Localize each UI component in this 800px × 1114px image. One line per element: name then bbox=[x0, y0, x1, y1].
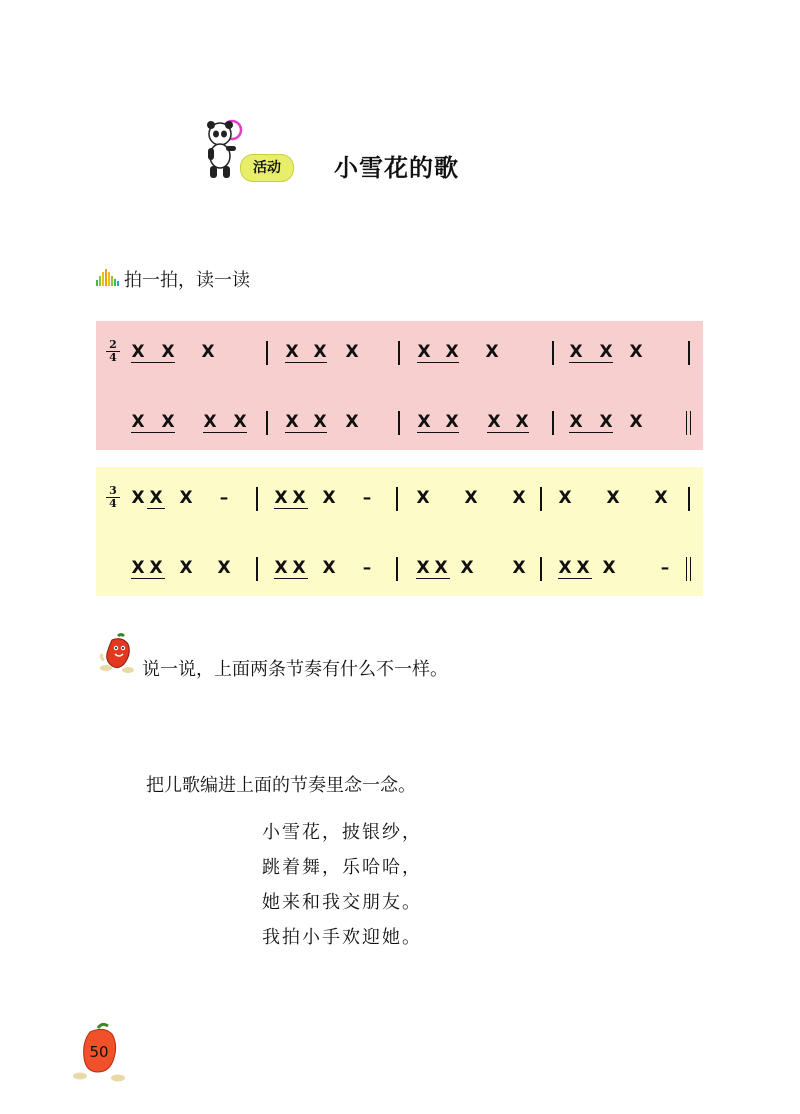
note: X bbox=[161, 342, 175, 362]
final-barline bbox=[686, 557, 691, 581]
beam bbox=[131, 578, 165, 579]
beam bbox=[417, 432, 459, 433]
beam bbox=[203, 432, 247, 433]
note: X bbox=[487, 412, 501, 432]
note: X bbox=[515, 412, 529, 432]
note: X bbox=[179, 558, 193, 578]
note: X bbox=[233, 412, 247, 432]
beam bbox=[569, 432, 613, 433]
note: X bbox=[445, 412, 459, 432]
note: X bbox=[417, 342, 431, 362]
note: X bbox=[416, 488, 430, 508]
note: X bbox=[485, 342, 499, 362]
note: X bbox=[285, 342, 299, 362]
barline bbox=[552, 411, 554, 435]
rhythm-panel-3-4 bbox=[96, 467, 703, 596]
barline bbox=[688, 487, 690, 511]
note: X bbox=[460, 558, 474, 578]
note: X bbox=[322, 488, 336, 508]
poem-instruction: 把儿歌编进上面的节奏里念一念。 bbox=[146, 775, 416, 796]
beam bbox=[274, 508, 308, 509]
note: X bbox=[569, 342, 583, 362]
final-barline bbox=[686, 411, 691, 435]
note: X bbox=[274, 488, 288, 508]
note: X bbox=[131, 558, 145, 578]
barline bbox=[396, 487, 398, 511]
barline bbox=[266, 341, 268, 365]
note: X bbox=[131, 488, 145, 508]
beam bbox=[147, 508, 165, 509]
note: X bbox=[131, 342, 145, 362]
note: X bbox=[558, 488, 572, 508]
note: X bbox=[599, 342, 613, 362]
note: X bbox=[217, 558, 231, 578]
note: X bbox=[417, 412, 431, 432]
rhythm-row-4 bbox=[96, 553, 703, 589]
poem-line: 小雪花，披银纱， bbox=[262, 822, 422, 843]
note: X bbox=[149, 488, 163, 508]
note: X bbox=[434, 558, 448, 578]
note: X bbox=[149, 558, 163, 578]
note: X bbox=[602, 558, 616, 578]
note: X bbox=[201, 342, 215, 362]
note: X bbox=[512, 488, 526, 508]
note: X bbox=[606, 488, 620, 508]
note: X bbox=[629, 412, 643, 432]
note: X bbox=[292, 558, 306, 578]
poem-line: 她来和我交朋友。 bbox=[262, 892, 422, 913]
note: X bbox=[445, 342, 459, 362]
beam bbox=[487, 432, 529, 433]
poem-line: 跳着舞，乐哈哈， bbox=[262, 857, 422, 878]
note: X bbox=[416, 558, 430, 578]
barline bbox=[688, 341, 690, 365]
note: X bbox=[285, 412, 299, 432]
note: X bbox=[629, 342, 643, 362]
note: X bbox=[313, 342, 327, 362]
rhythm-row-1 bbox=[96, 337, 703, 373]
note: X bbox=[131, 412, 145, 432]
beam bbox=[274, 578, 308, 579]
note: X bbox=[599, 412, 613, 432]
note: X bbox=[569, 412, 583, 432]
beam bbox=[417, 362, 459, 363]
barline bbox=[266, 411, 268, 435]
beam bbox=[285, 432, 327, 433]
section-heading: 拍一拍，读一读 bbox=[124, 270, 250, 291]
rest-dash: – bbox=[219, 488, 229, 508]
barline bbox=[552, 341, 554, 365]
activity-header bbox=[200, 118, 520, 188]
note: X bbox=[576, 558, 590, 578]
barline bbox=[540, 487, 542, 511]
beam bbox=[416, 578, 450, 579]
note: X bbox=[322, 558, 336, 578]
page-title: 小雪花的歌 bbox=[334, 154, 459, 182]
note: X bbox=[558, 558, 572, 578]
page-number: 50 bbox=[89, 1043, 109, 1061]
note: X bbox=[313, 412, 327, 432]
poem-line: 我拍小手欢迎她。 bbox=[262, 927, 422, 948]
note: X bbox=[161, 412, 175, 432]
rhythm-row-2 bbox=[96, 407, 703, 443]
barline bbox=[396, 557, 398, 581]
rhythm-panel-2-4 bbox=[96, 321, 703, 450]
beam bbox=[131, 432, 175, 433]
activity-badge: 活动 bbox=[240, 154, 294, 182]
beam bbox=[569, 362, 613, 363]
time-signature: 2 4 bbox=[106, 339, 120, 364]
barline bbox=[398, 341, 400, 365]
rhythm-row-3 bbox=[96, 483, 703, 519]
note: X bbox=[274, 558, 288, 578]
note: X bbox=[464, 488, 478, 508]
beam bbox=[131, 362, 175, 363]
barline bbox=[256, 557, 258, 581]
note: X bbox=[179, 488, 193, 508]
barline bbox=[256, 487, 258, 511]
barline bbox=[398, 411, 400, 435]
discussion-prompt: 说一说，上面两条节奏有什么不一样。 bbox=[142, 659, 448, 680]
note: X bbox=[203, 412, 217, 432]
beam bbox=[285, 362, 327, 363]
equalizer-icon bbox=[96, 268, 120, 286]
beam bbox=[558, 578, 592, 579]
note: X bbox=[512, 558, 526, 578]
note: X bbox=[654, 488, 668, 508]
barline bbox=[540, 557, 542, 581]
time-signature: 3 4 bbox=[106, 485, 120, 510]
rest-dash: – bbox=[362, 558, 372, 578]
chili-pepper-mascot-icon bbox=[98, 632, 140, 674]
rest-dash: – bbox=[362, 488, 372, 508]
note: X bbox=[345, 342, 359, 362]
note: X bbox=[292, 488, 306, 508]
rest-dash: – bbox=[660, 558, 670, 578]
note: X bbox=[345, 412, 359, 432]
